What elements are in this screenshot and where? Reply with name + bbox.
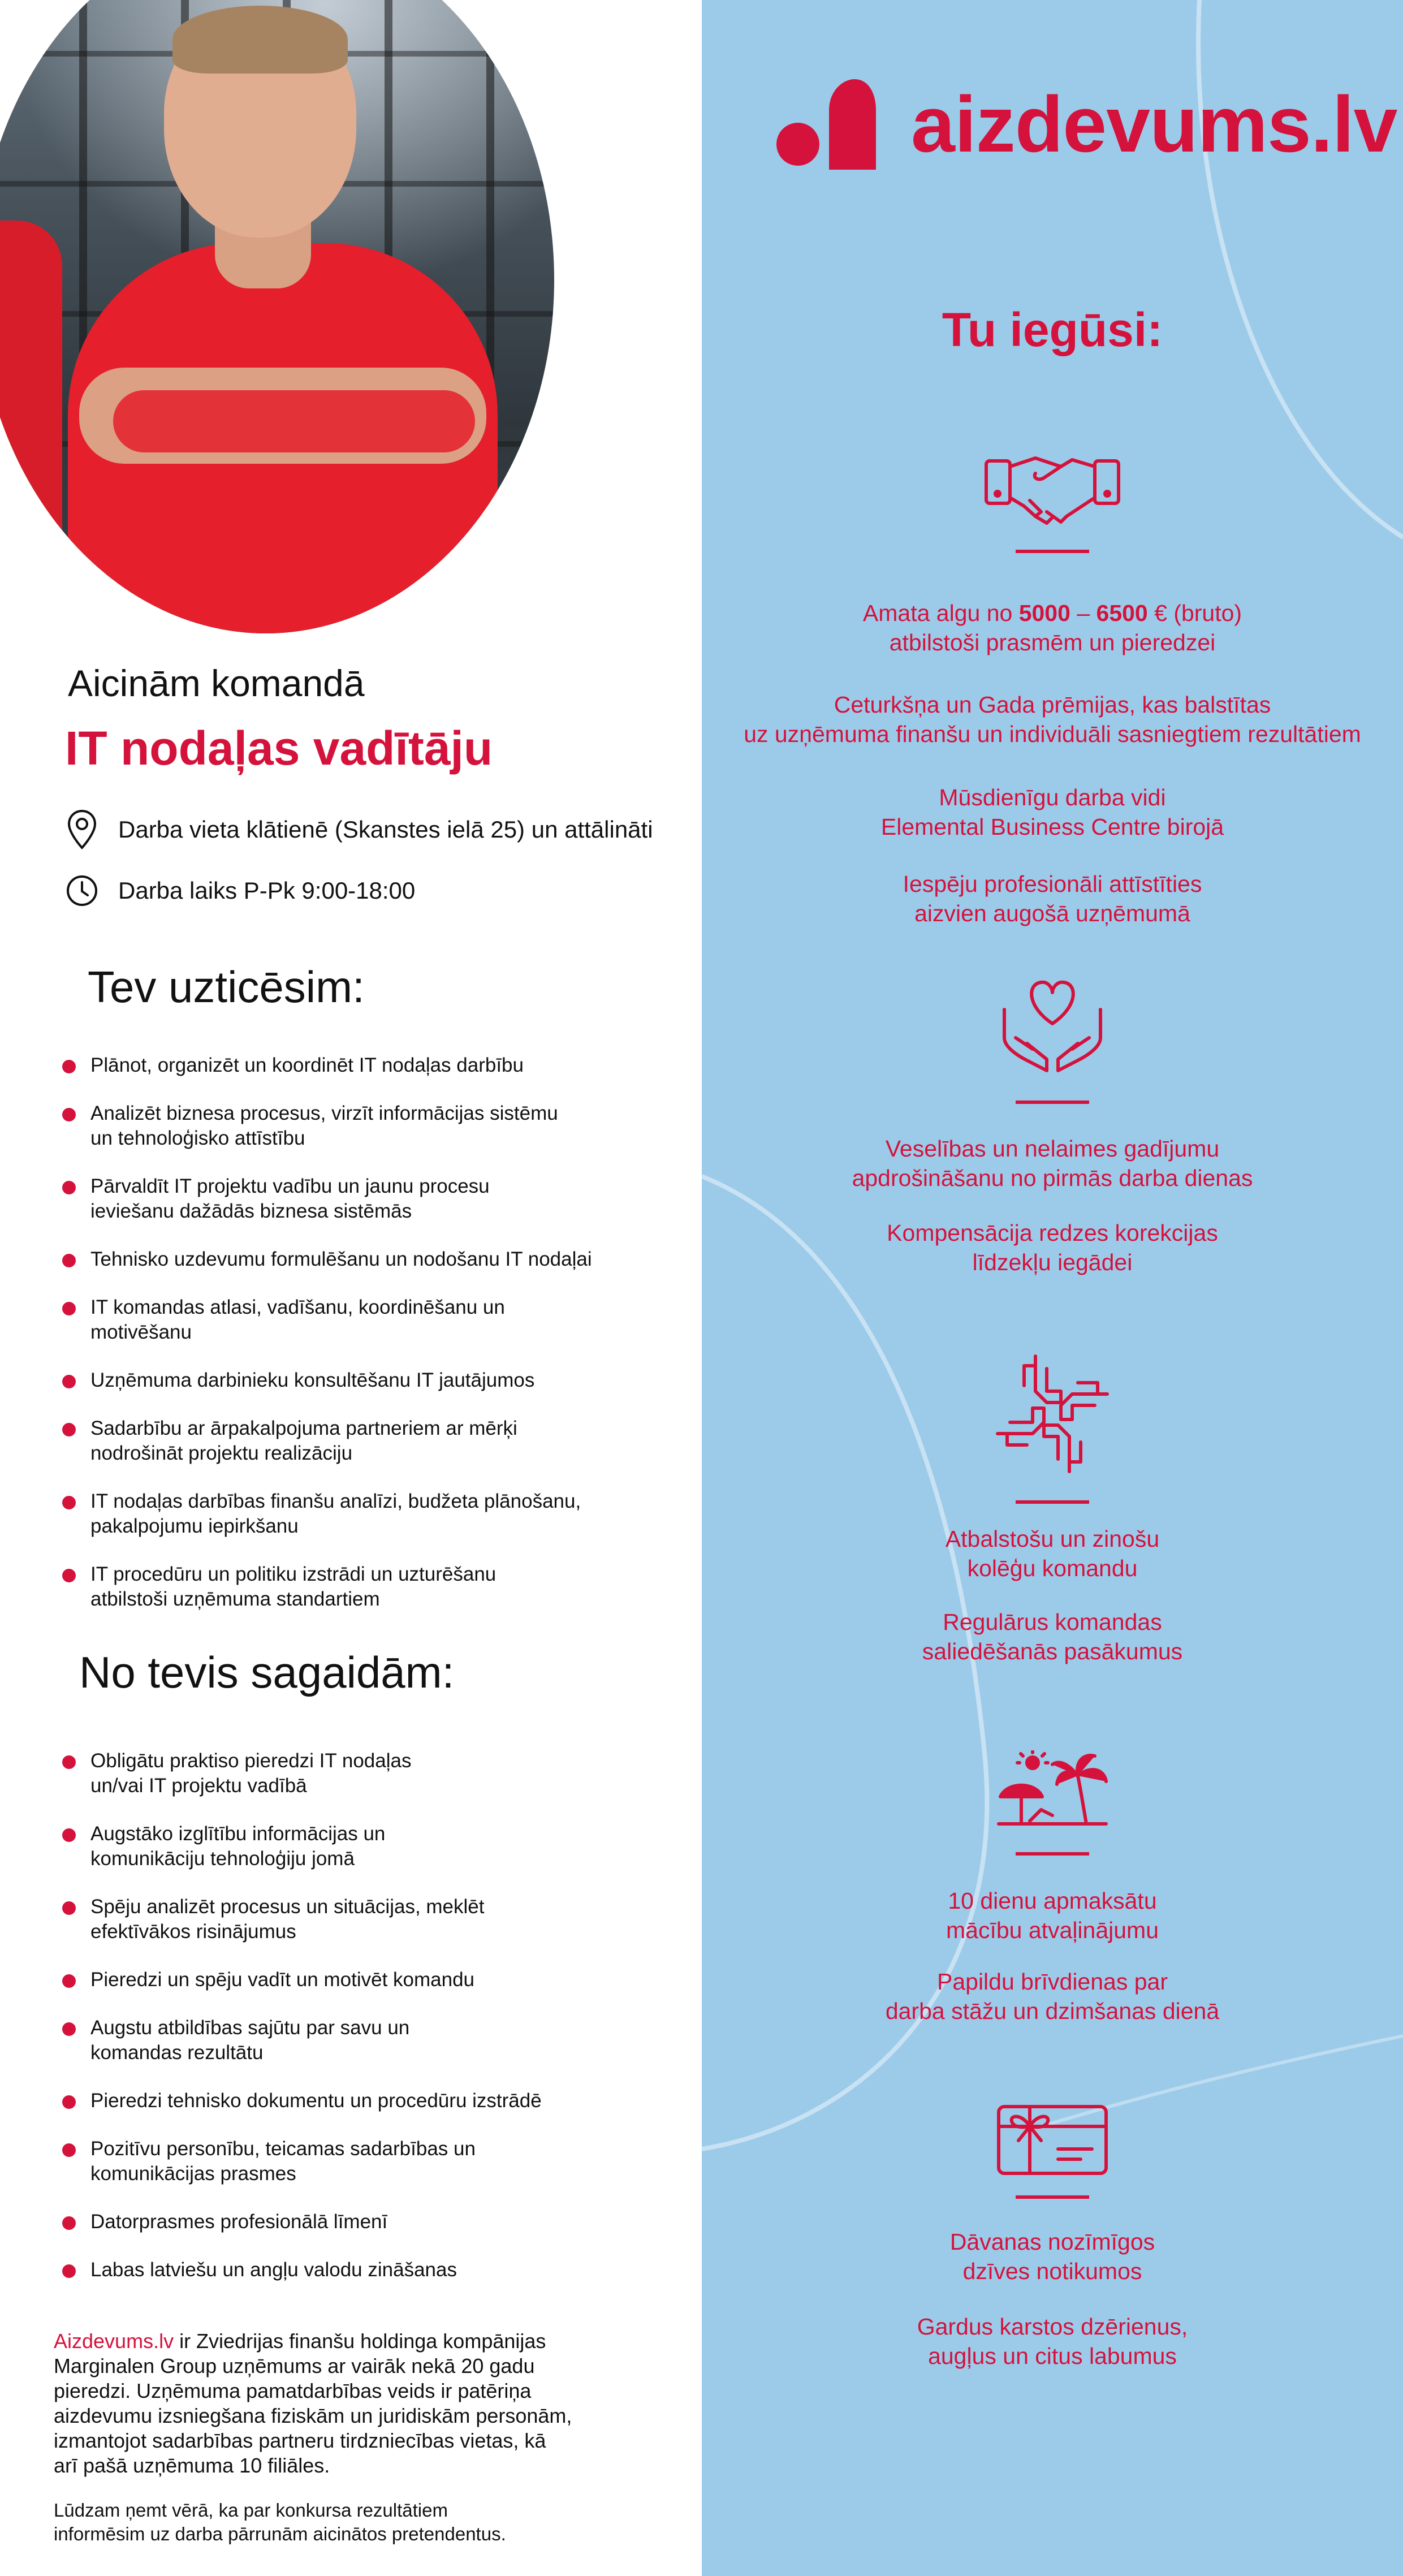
salary-prefix: Amata algu no [862,600,1019,626]
salary-min: 5000 [1018,600,1070,626]
clock-icon [65,871,99,911]
responsibility-item: Pārvaldīt IT projektu vadību un jaunu procesu ieviešanu dažādās biznesa sistēmās [62,1174,605,1224]
responsibilities-list [62,1053,605,1635]
job-title: IT nodaļas vadītāju [65,722,493,775]
handshake-icon [702,444,1403,529]
benefit-events: Regulārus komandas saliedēšanās pasākumus [922,1609,1183,1664]
benefits-title: Tu iegūsi: [942,303,1163,356]
benefit-gifts: Dāvanas nozīmīgos dzīves notikumos [949,2229,1155,2284]
gift-card-icon [702,2104,1403,2177]
location-pin-icon [65,810,99,849]
responsibility-item: Tehnisko uzdevumu formulēšanu un nodošanu IT nodaļai [62,1247,605,1272]
salary-dash: – [1070,600,1097,626]
intro-text: Aicinām komandā [68,662,365,704]
requirements-title: No tevis sagaidām: [79,1647,455,1697]
hours-text: Darba laiks P-Pk 9:00-18:00 [118,877,416,904]
requirement-item: Spēju analizēt procesus un situācijas, meklēt efektīvākos risinājumus [62,1895,605,1944]
location-row [65,810,653,849]
decorative-curves [702,0,1403,2576]
salary-line2: atbilstoši prasmēm un pieredzei [889,629,1216,655]
logo-mark-icon [775,76,877,172]
divider-2 [1016,1101,1089,1104]
heart-hands-icon [702,976,1403,1077]
brand-logo [775,76,1397,172]
responsibility-item: IT nodaļas darbības finanšu analīzi, budžeta plānošanu, pakalpojumu iepirkšanu [62,1489,605,1539]
benefits-panel [702,0,1403,2576]
responsibilities-title: Tev uzticēsim: [88,962,365,1012]
team-hands-icon [702,1352,1403,1476]
responsibility-item: Sadarbību ar ārpakalpojuma partneriem ar mērķi nodrošināt projektu realizāciju [62,1416,605,1466]
requirement-item: Datorprasmes profesionālā līmenī [62,2210,605,2234]
requirement-item: Augstāko izglītību informācijas un komunikāciju tehnoloģiju jomā [62,1822,605,1871]
company-about [54,2329,597,2478]
location-text: Darba vieta klātienē (Skanstes ielā 25) un attālināti [118,816,653,843]
divider-1 [1016,550,1089,553]
benefit-drinks: Gardus karstos dzērienus, augļus un citus labumus [917,2314,1188,2369]
benefit-extra-days: Papildu brīvdienas par darba stāžu un dzimšanas dienā [885,1969,1220,2024]
benefit-study-leave: 10 dienu apmaksātu mācību atvaļinājumu [946,1888,1159,1943]
benefit-vision: Kompensācija redzes korekcijas līdzekļu iegādei [887,1220,1218,1275]
benefit-team: Atbalstošu un zinošu kolēģu komandu [945,1526,1160,1581]
divider-5 [1016,2195,1089,2199]
requirement-item: Augstu atbildības sajūtu par savu un komandas rezultātu [62,2016,605,2065]
beach-palm-icon [702,1750,1403,1829]
requirement-item: Pieredzi tehnisko dokumentu un procedūru izstrādē [62,2089,605,2113]
requirement-item: Labas latviešu un angļu valodu zināšanas [62,2258,605,2282]
divider-4 [1016,1852,1089,1856]
requirement-item: Pozitīvu personību, teicamas sadarbības un komunikācijas prasmes [62,2137,605,2186]
footer-note: Lūdzam ņemt vērā, ka par konkursa rezultātiem informēsim uz darba pārrunām aicinātos pretendentus. [54,2500,506,2544]
logo-text: aizdevums.lv [911,80,1397,169]
responsibility-item: IT procedūru un politiku izstrādi un uzturēšanu atbilstoši uzņēmuma standartiem [62,1562,605,1612]
benefit-growth: Iespēju profesionāli attīstīties aizvien augošā uzņēmumā [903,871,1202,926]
responsibility-item: Plānot, organizēt un koordinēt IT nodaļas darbību [62,1053,605,1078]
responsibility-item: IT komandas atlasi, vadīšanu, koordinēšanu un motivēšanu [62,1295,605,1345]
requirement-item: Pieredzi un spēju vadīt un motivēt komandu [62,1967,605,1992]
company-about-text: ir Zviedrijas finanšu holdinga kompānijas Marginalen Group uzņēmums ar vairāk nekā 20 gadu pieredzi. Uzņēmuma pamatdarbības veids ir patēriņa aizdevumu izsniegšana fiziskām un juridiskām personām, izmantojot sadarbības partneru tirdzniecības vietas, kā arī pašā uzņēmuma 10 filiāles. [54,2329,572,2477]
benefit-office: Mūsdienīgu darba vidi Elemental Business Centre birojā [880,784,1224,840]
responsibility-item: Analizēt biznesa procesus, virzīt informācijas sistēmu un tehnoloģisko attīstību [62,1101,605,1151]
benefit-bonus: Ceturkšņa un Gada prēmijas, kas balstītas uz uzņēmuma finanšu un individuāli sasniegtiem rezultātiem [744,692,1361,747]
responsibility-item: Uzņēmuma darbinieku konsultēšanu IT jautājumos [62,1368,605,1393]
salary-max: 6500 [1096,600,1148,626]
requirement-item: Obligātu praktiso pieredzi IT nodaļas un/vai IT projektu vadībā [62,1749,605,1798]
divider-3 [1016,1500,1089,1504]
benefit-insurance: Veselības un nelaimes gadījumu apdrošināšanu no pirmās darba dienas [852,1136,1253,1191]
company-brand: Aizdevums.lv [54,2329,174,2353]
hours-row [65,871,415,911]
hero-photo [0,0,554,633]
salary-suffix: € (bruto) [1147,600,1242,626]
benefit-salary [702,598,1403,657]
requirements-list [62,1749,605,2306]
